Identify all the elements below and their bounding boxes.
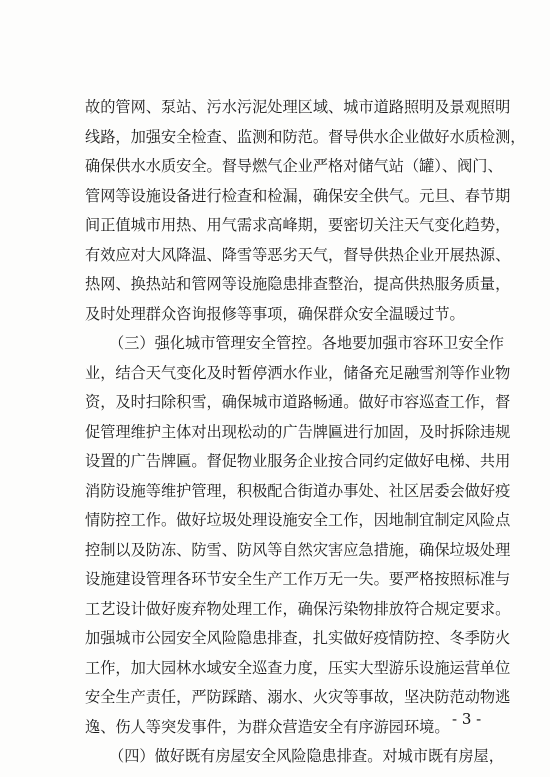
text-line: 线路，加强安全检查、监测和防范。督导供水企业做好水质检测， (85, 127, 526, 146)
text-line: 热网、换热站和管网等设施隐患排查整治，提高供热服务质量， (85, 275, 511, 293)
text-line: 管网等设施设备进行检查和检漏，确保安全供气。元旦、春节期 (85, 186, 511, 205)
text-line: 情防控工作。做好垃圾处理设施安全工作，因地制宜制定风险点 (85, 511, 511, 529)
text-line: 安全生产责任，严防踩踏、溺水、火灾等事故，坚决防范动物逃 (85, 688, 511, 706)
body-text (85, 93, 526, 772)
text-line: 有效应对大风降温、降雪等恶劣天气，督导供热企业开展热源、 (85, 245, 511, 264)
text-line: 设施建设管理各环节安全生产工作万无一失。要严格按照标准与 (85, 570, 511, 588)
text-line: 工艺设计做好废弃物处理工作，确保污染物排放符合规定要求。 (85, 599, 511, 618)
text-line: 业，结合天气变化及时暂停洒水作业，储备充足融雪剂等作业物 (85, 363, 511, 382)
section-heading-line: （三）强化城市管理安全管控。各地要加强市容环卫安全作 (109, 334, 504, 352)
text-line: 资，及时扫除积雪，确保城市道路畅通。做好市容巡查工作，督 (85, 393, 511, 411)
text-line: 控制以及防冻、防雪、防风等自然灾害应急措施，确保垃圾处理 (85, 540, 511, 559)
text-line: 故的管网、泵站、污水污泥处理区域、城市道路照明及景观照明 (85, 98, 511, 116)
text-line: 工作，加大园林水域安全巡查力度，压实大型游乐设施运营单位 (85, 658, 511, 677)
text-line: 及时处理群众咨询报修等事项，确保群众安全温暖过节。 (85, 304, 465, 323)
text-line: 消防设施等维护管理，积极配合街道办事处、社区居委会做好疫 (85, 481, 511, 500)
text-line: 加强城市公园安全风险隐患排查，扎实做好疫情防控、冬季防火 (85, 629, 511, 647)
text-line: 确保供水水质安全。督导燃气企业严格对储气站（罐）、阀门、 (85, 157, 503, 175)
text-line: 间正值城市用热、用气需求高峰期，要密切关注天气变化趋势， (85, 216, 511, 234)
text-line: 设置的广告牌匾。督促物业服务企业按合同约定做好电梯、共用 (85, 452, 511, 470)
text-line: 逸、伤人等突发事件，为群众营造安全有序游园环境。 (85, 717, 450, 736)
page-number: - 3 - (452, 710, 482, 728)
text-line: 促管理维护主体对出现松动的广告牌匾进行加固，及时拆除违规 (85, 422, 511, 441)
section-heading-line: （四）做好既有房屋安全风险隐患排查。对城市既有房屋， (109, 747, 504, 765)
